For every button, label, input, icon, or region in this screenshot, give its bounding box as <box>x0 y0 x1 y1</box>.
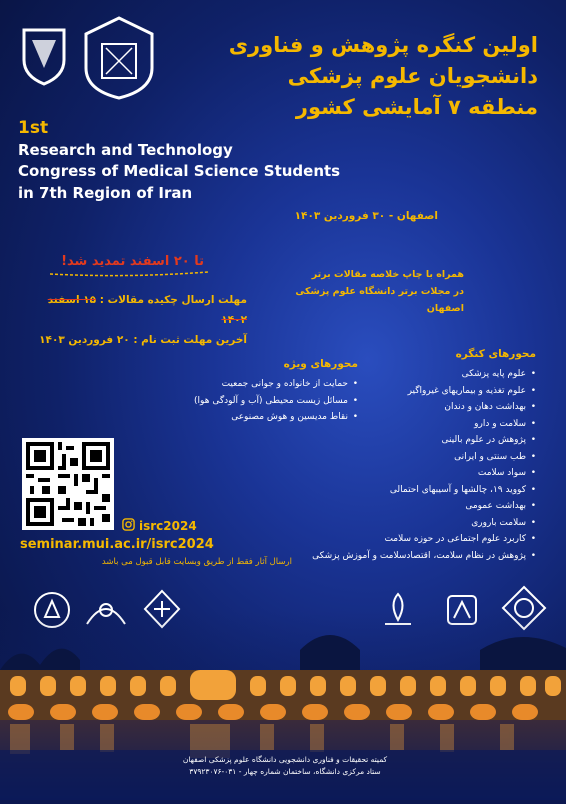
topics-list <box>286 366 536 564</box>
research-committee-logo <box>14 22 76 92</box>
list-item: • کاربرد علوم اجتماعی در حوزه سلامت <box>286 531 536 548</box>
abstract-deadline <box>22 290 247 330</box>
list-item: • بهداشت عمومی <box>286 498 536 515</box>
list-item: • مسائل زیست محیطی (آب و آلودگی هوا) <box>168 393 358 410</box>
event-date: اصفهان - ۳۰ فروردین ۱۴۰۳ <box>294 210 438 222</box>
list-item: • نقاط مدیسین و هوش مصنوعی <box>168 409 358 426</box>
instagram-icon <box>122 518 135 534</box>
deadlines <box>22 290 247 350</box>
list-item: • پژوهش در علوم بالینی <box>286 432 536 449</box>
accepted-line1: همراه با چاپ خلاصه مقالات برتر <box>311 269 464 280</box>
submission-note: ارسال آثار فقط از طریق وبسایت قابل قبول می باشد <box>101 557 292 567</box>
title-en-number: 1st <box>18 118 49 138</box>
congress-topics <box>286 348 536 564</box>
list-item: • پژوهش در نظام سلامت، اقتصادسلامت و آموزش پزشکی <box>286 548 536 565</box>
abstract-deadline-label: مهلت ارسال چکیده مقالات : <box>99 294 247 306</box>
list-item: • حمایت از خانواده و جوانی جمعیت <box>168 376 358 393</box>
list-item: • طب سنتی و ایرانی <box>286 449 536 466</box>
title-persian <box>138 30 538 123</box>
footer <box>170 754 400 777</box>
abstract-deadline-date: ۱۵ اسفند ۱۴۰۲ <box>47 294 247 326</box>
instagram-label: isrc2024 <box>139 519 197 533</box>
extension-banner <box>44 248 214 278</box>
list-item: • کووید ۱۹، چالشها و آسیبهای احتمالی <box>286 482 536 499</box>
extension-label: تا ۲۰ اسفند تمدید شد! <box>61 254 204 269</box>
title-fa-line2: دانشجویان علوم پزشکی <box>287 64 538 88</box>
title-en-line3: in 7th Region of Iran <box>18 183 193 202</box>
title-fa-line1: اولین کنگره پژوهش و فناوری <box>228 33 538 57</box>
list-item: • سلامت و دارو <box>286 416 536 433</box>
instagram-handle[interactable] <box>122 518 197 534</box>
qr-code[interactable] <box>22 438 114 530</box>
title-en-line1: Research and Technology <box>18 140 233 159</box>
accepted-line2: در مجلات برتر دانشگاه علوم پزشکی اصفهان <box>295 286 464 314</box>
registration-deadline: آخرین مهلت ثبت نام : ۲۰ فروردین ۱۴۰۳ <box>39 334 247 346</box>
list-item: • علوم تغذیه و بیماریهای غیرواگیر <box>286 383 536 400</box>
list-item: • بهداشت دهان و دندان <box>286 399 536 416</box>
accepted-note <box>264 266 464 317</box>
title-english <box>18 118 358 204</box>
list-item: • سلامت باروری <box>286 515 536 532</box>
footer-line1: کمیته تحقیقات و فناوری دانشجویی دانشگاه علوم پزشکی اصفهان <box>182 755 388 764</box>
website-link[interactable]: seminar.mui.ac.ir/isrc2024 <box>20 537 214 552</box>
special-topics-title: محورهای ویژه <box>283 358 358 370</box>
list-item: • علوم پایه پزشکی <box>286 366 536 383</box>
title-fa-line3: منطقه ۷ آمایشی کشور <box>295 95 538 119</box>
topics-title: محورهای کنگره <box>455 348 536 360</box>
footer-line2: ستاد مرکزی دانشگاه، ساختمان شماره چهار - ۰۳۱-۳۷۹۲۳۰۷۶ <box>189 766 381 776</box>
title-en-line2: Congress of Medical Science Students <box>18 162 341 180</box>
list-item: • سواد سلامت <box>286 465 536 482</box>
